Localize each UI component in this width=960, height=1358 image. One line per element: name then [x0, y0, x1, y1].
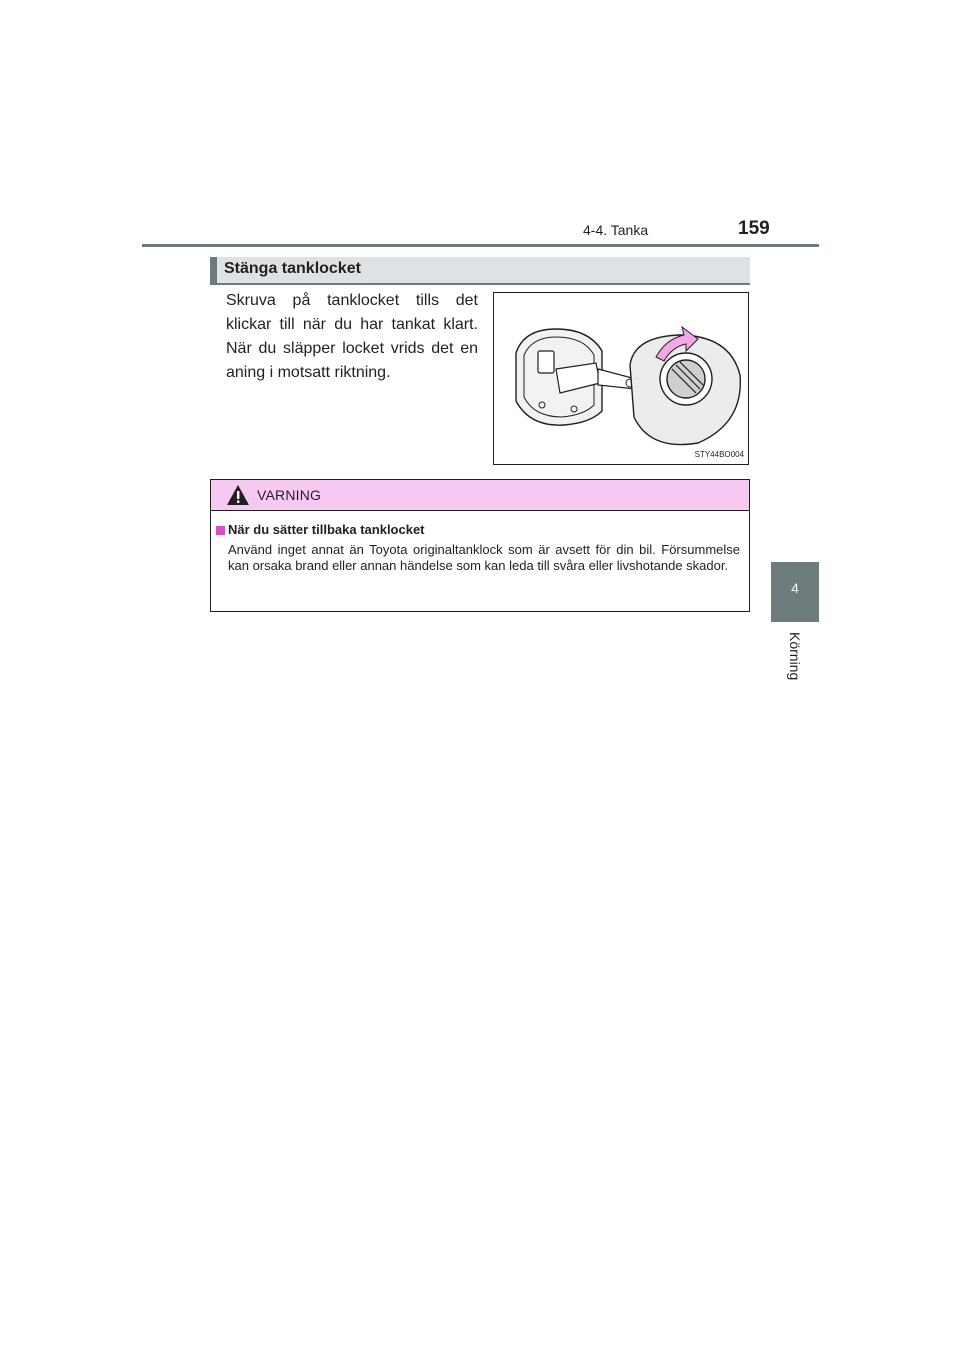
header-rule	[142, 244, 819, 247]
fuel-cap-drawing	[494, 293, 750, 466]
section-header	[210, 257, 750, 285]
chapter-label-container	[781, 632, 811, 692]
warning-box	[210, 479, 750, 612]
chapter-number: 4	[791, 580, 799, 596]
warning-bullet	[216, 526, 225, 535]
figure-code: STY44BO004	[694, 450, 744, 459]
fuel-cap-illustration	[493, 292, 749, 465]
warning-icon	[226, 484, 250, 506]
door-latch	[538, 351, 554, 373]
page-number: 159	[738, 218, 770, 239]
warning-header	[211, 480, 749, 511]
chapter-label: Körning	[787, 632, 803, 681]
section-title: Stänga tanklocket	[224, 260, 361, 277]
warning-label: VARNING	[257, 487, 322, 503]
section-header-accent	[210, 257, 217, 283]
section-body-text: Skruva på tanklocket tills det klickar till när du har tankat klart. När du släpper locket vrids det en aning i motsatt riktning.	[226, 292, 478, 381]
chapter-tab	[771, 562, 819, 622]
header-section-title: 4-4. Tanka	[583, 222, 649, 238]
warning-body: Använd inget annat än Toyota originaltanklock som är avsett för din bil. Försummelse kan orsaka brand eller annan händelse som kan leda till svåra eller livshotande skador.	[228, 542, 740, 573]
fuel-cap	[667, 360, 705, 398]
warning-heading: När du sätter tillbaka tanklocket	[228, 522, 425, 537]
